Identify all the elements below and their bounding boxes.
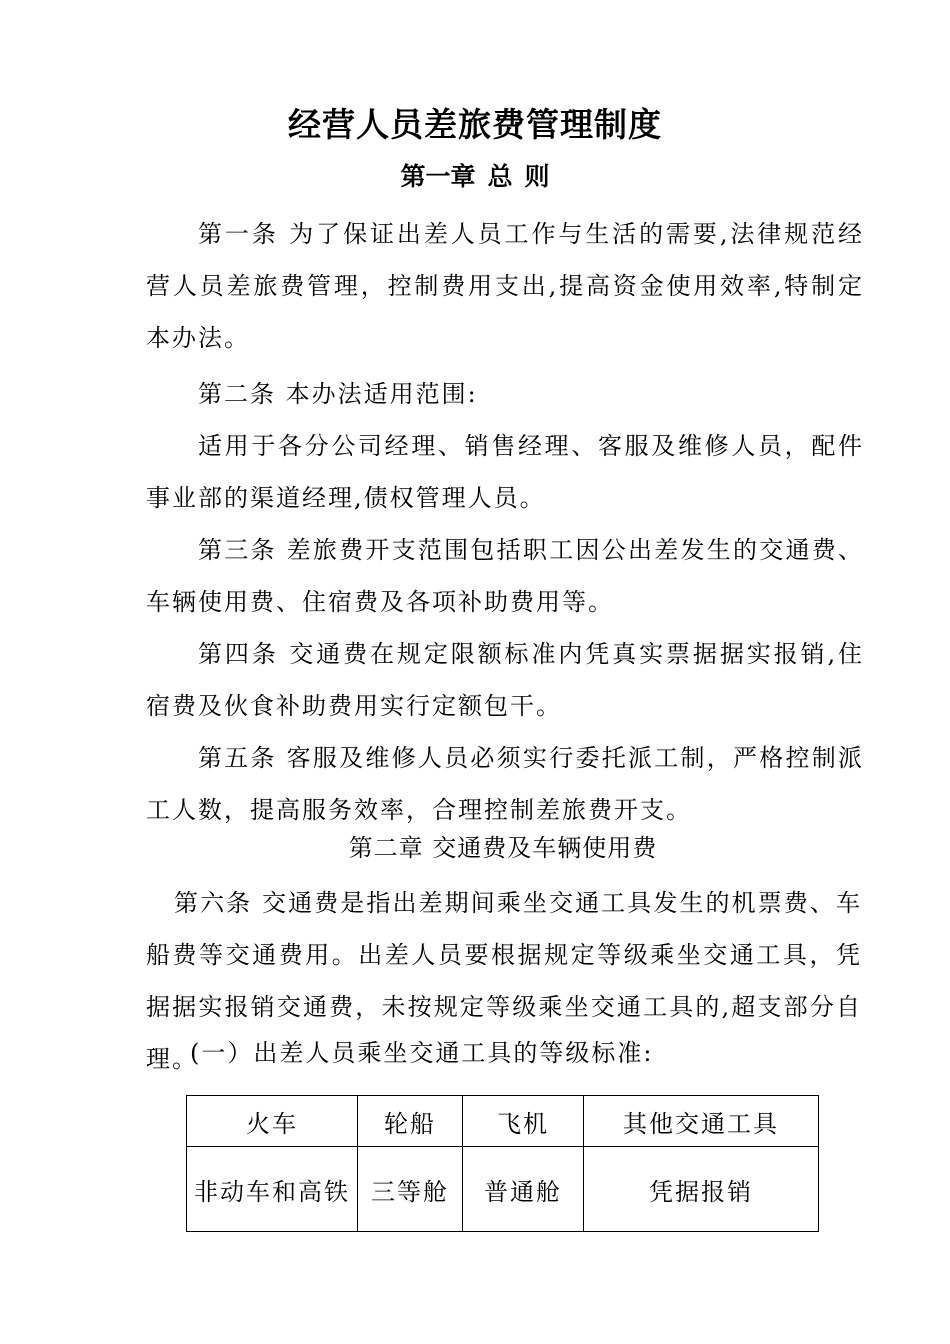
article-2-scope: 适用于各分公司经理、销售经理、客服及维修人员，配件事业部的渠道经理,债权管理人员。	[146, 432, 864, 512]
chapter-1-word-1: 总	[487, 162, 513, 191]
chapter-1-heading	[0, 155, 950, 199]
transport-standard-table	[186, 1095, 819, 1232]
table-row	[187, 1147, 819, 1232]
table-header-cell: 火车	[187, 1096, 358, 1147]
article-2: 第二条 本办法适用范围:	[198, 380, 478, 408]
table-header-cell: 轮船	[358, 1096, 463, 1147]
article-4: 第四条 交通费在规定限额标准内凭真实票据据实报销,住宿费及伙食补助费用实行定额包干。	[146, 640, 864, 720]
chapter-1-word-2: 则	[524, 162, 550, 191]
chapter-1-number: 第一章	[400, 162, 476, 191]
table-cell: 非动车和高铁	[187, 1147, 358, 1232]
table-cell: 三等舱	[358, 1147, 463, 1232]
table-cell: 凭据报销	[584, 1147, 819, 1232]
article-1: 第一条 为了保证出差人员工作与生活的需要,法律规范经营人员差旅费管理，控制费用支出,提高资金使用效率,特制定本办法。	[146, 220, 864, 352]
article-3: 第三条 差旅费开支范围包括职工因公出差发生的交通费、车辆使用费、住宿费及各项补助费用等。	[146, 536, 864, 616]
table-header-cell: 其他交通工具	[584, 1096, 819, 1147]
chapter-2-heading: 第二章 交通费及车辆使用费	[348, 834, 658, 862]
article-6: 第六条 交通费是指出差期间乘坐交通工具发生的机票费、车船费等交通费用。出差人员要根据规定等级乘坐交通工具，凭据据实报销交通费，未按规定等级乘坐交通工具的,超支部分自理。	[146, 889, 862, 1073]
document-title: 经营人员差旅费管理制度	[288, 105, 662, 144]
article-5: 第五条 客服及维修人员必须实行委托派工制，严格控制派工人数，提高服务效率，合理控制差旅费开支。	[146, 744, 864, 824]
subheading-transport-standard: (一）出差人员乘坐交通工具的等级标准:	[190, 1039, 654, 1067]
table-cell: 普通舱	[463, 1147, 584, 1232]
chapter-1-body	[146, 208, 864, 836]
table-header-row	[187, 1096, 819, 1147]
table-header-cell: 飞机	[463, 1096, 584, 1147]
